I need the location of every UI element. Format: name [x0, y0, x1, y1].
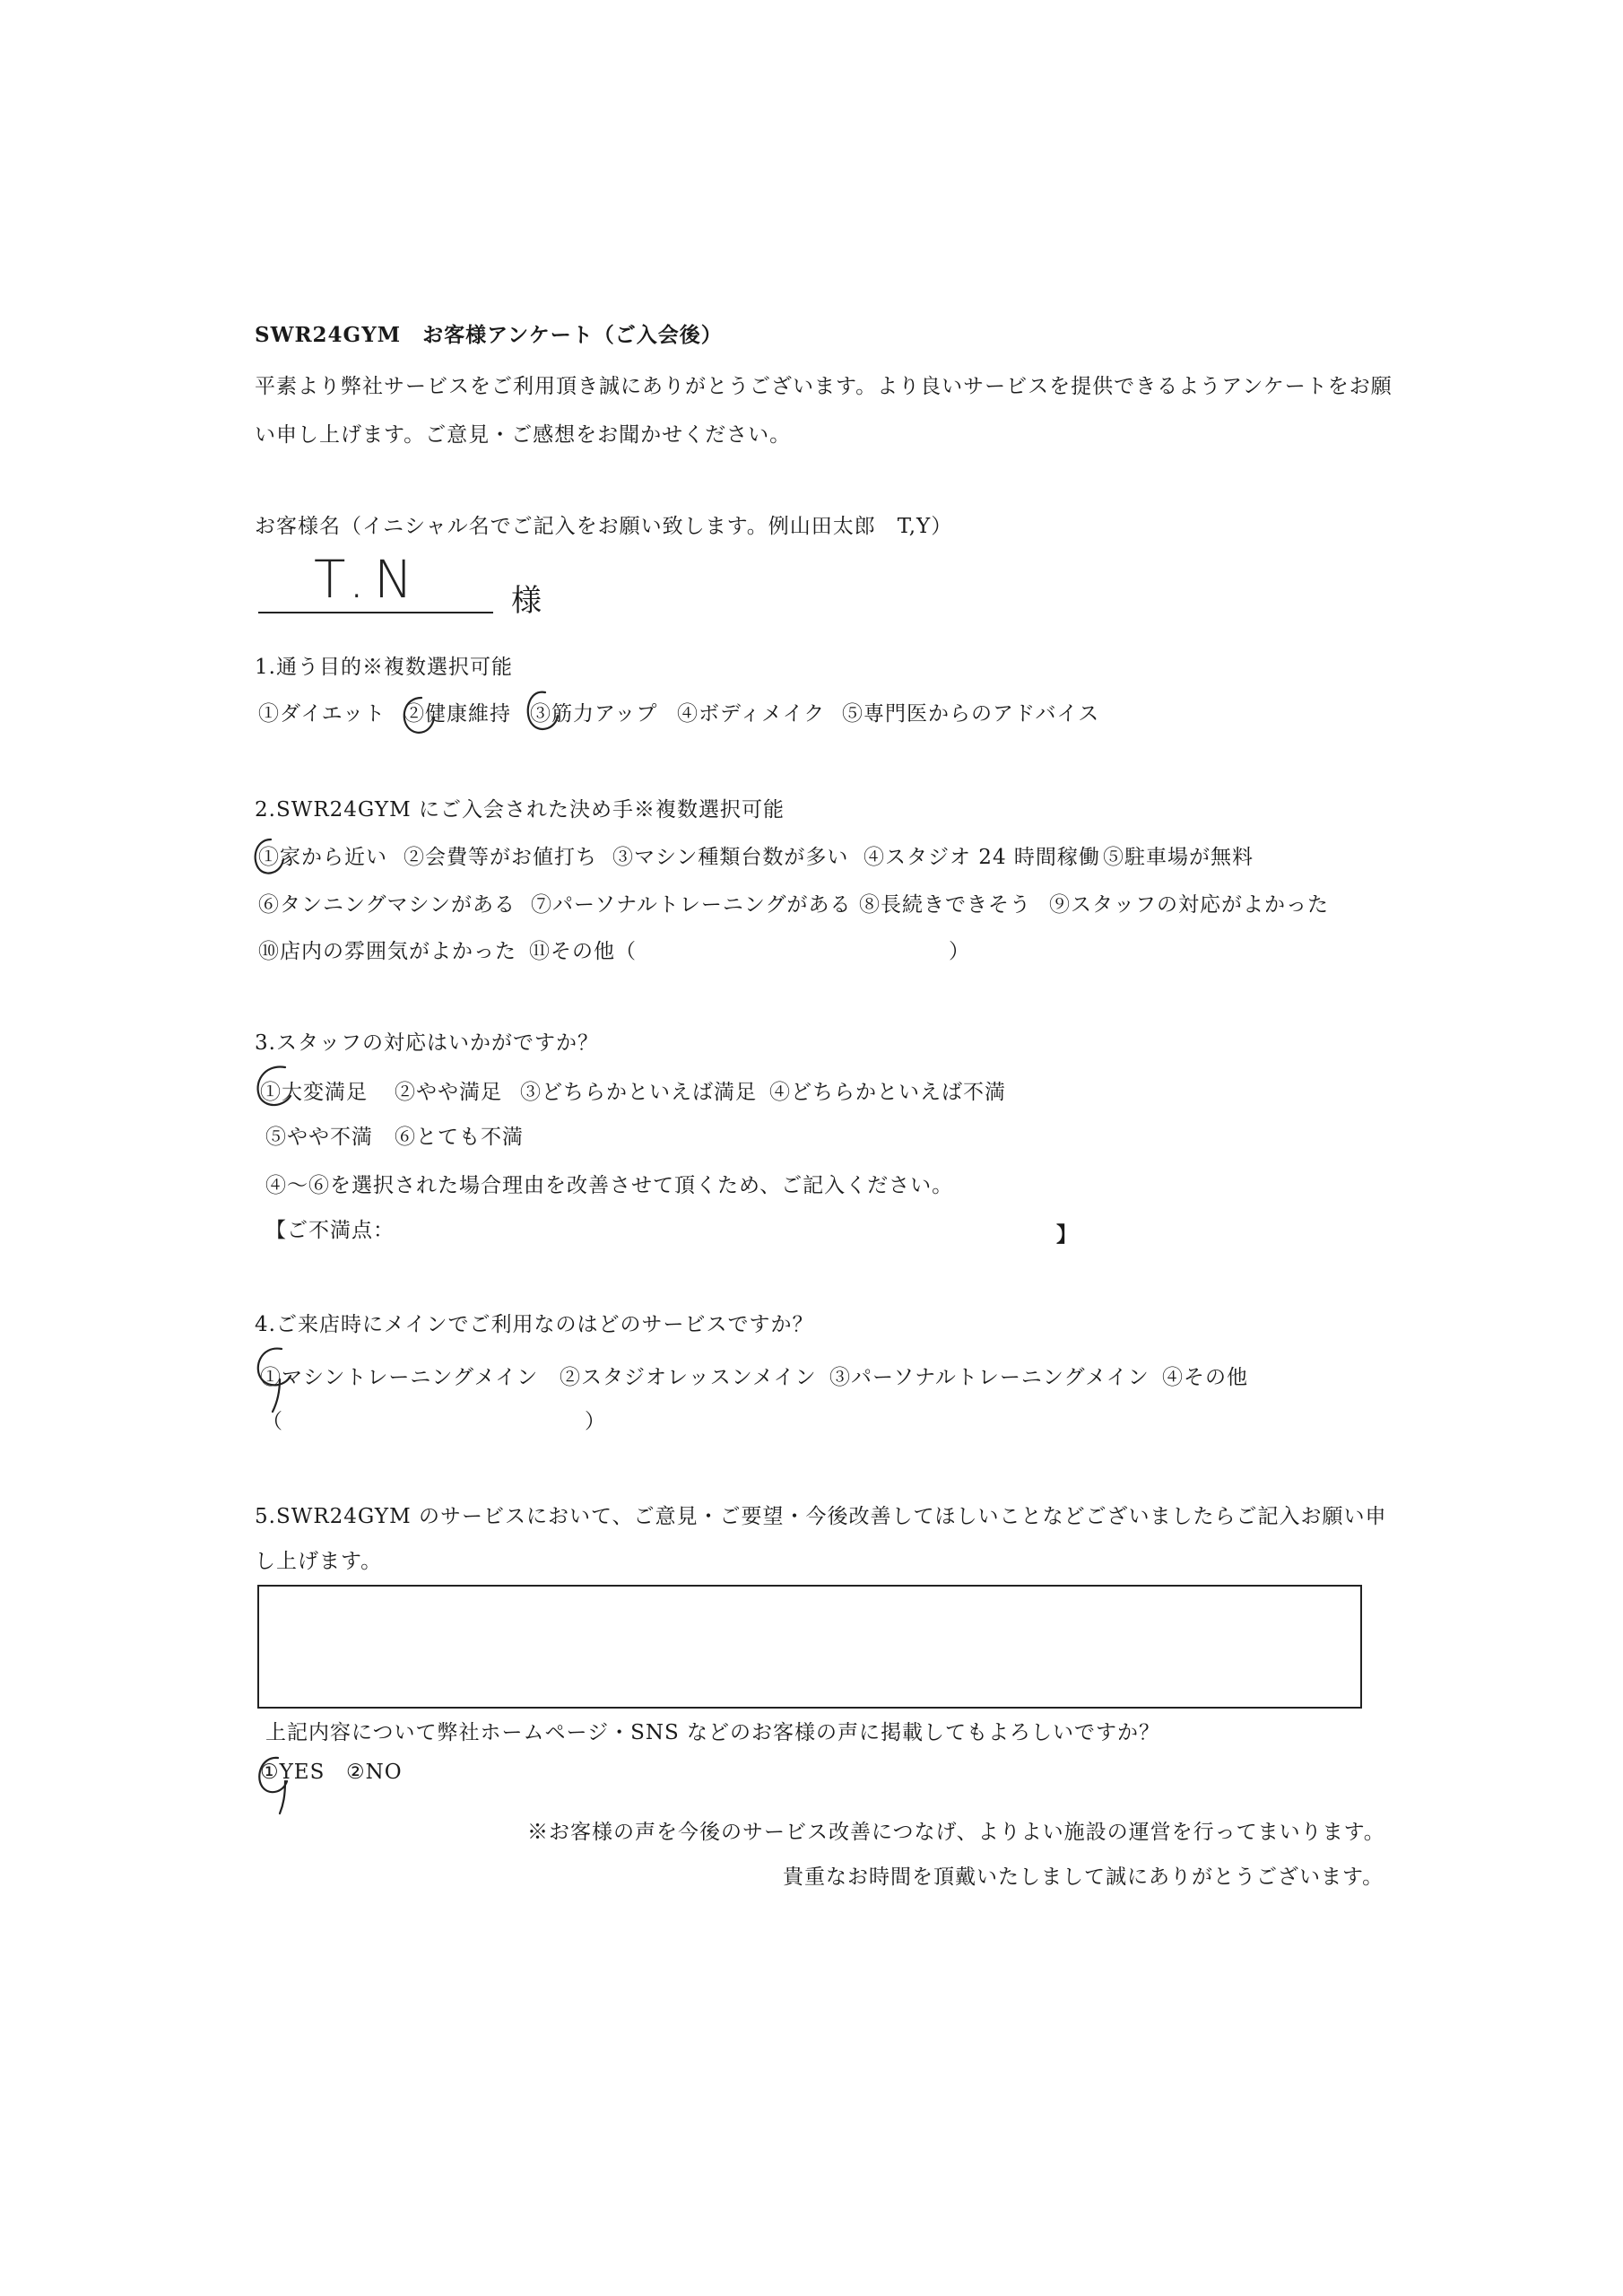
q5-answer-box[interactable]	[257, 1585, 1362, 1709]
q4-label: 4.ご来店時にメインでご利用なのはどのサービスですか？	[255, 1313, 814, 1336]
intro-text-line-2: い申し上げます。ご意見・ご感想をお聞かせください。	[255, 423, 792, 447]
q4-other-close-paren: ）	[585, 1410, 606, 1433]
publish-option-no[interactable]: ②NO	[346, 1761, 403, 1784]
q2-option-1[interactable]: ①家から近い	[258, 846, 387, 869]
q2-option-11[interactable]: ⑪その他（	[529, 940, 637, 963]
customer-name-underline	[258, 612, 493, 613]
q5-label-line-1: 5.SWR24GYM のサービスにおいて、ご意見・ご要望・今後改善してほしいことなどございましたらご記入お願い申	[255, 1505, 1387, 1528]
customer-name-handwritten[interactable]: T.N	[314, 549, 422, 610]
q3-option-6[interactable]: ⑥とても不満	[395, 1126, 524, 1149]
q4-option-4[interactable]: ④その他	[1162, 1366, 1248, 1389]
q2-option-8[interactable]: ⑧長続きできそう	[859, 893, 1031, 917]
q4-other-open-paren: （	[262, 1410, 283, 1433]
q2-other-close-paren: ）	[949, 940, 970, 963]
q3-option-1[interactable]: ①大変満足	[260, 1081, 368, 1104]
q3-option-4[interactable]: ④どちらかといえば不満	[769, 1081, 1006, 1104]
publish-consent-label: 上記内容について弊社ホームページ・SNS などのお客様の声に掲載してもよろしいですか？	[265, 1721, 1161, 1744]
closing-thanks: 貴重なお時間を頂戴いたしまして誠にありがとうございます。	[783, 1866, 1384, 1889]
closing-note: ※お客様の声を今後のサービス改善につなげ、よりよい施設の運営を行ってまいります。	[527, 1821, 1385, 1844]
q2-option-10[interactable]: ⑩店内の雰囲気がよかった	[258, 940, 516, 963]
q3-note: ④～⑥を選択された場合理由を改善させて頂くため、ご記入ください。	[265, 1174, 954, 1197]
q2-option-7[interactable]: ⑦パーソナルトレーニングがある	[531, 893, 852, 917]
q3-label: 3.スタッフの対応はいかがですか？	[255, 1031, 599, 1055]
q2-option-4[interactable]: ④スタジオ 24 時間稼働	[864, 846, 1100, 869]
survey-title: SWR24GYM お客様アンケート（ご入会後）	[255, 323, 723, 347]
q1-option-1[interactable]: ①ダイエット	[258, 702, 386, 726]
q2-option-5[interactable]: ⑤駐車場が無料	[1103, 846, 1254, 869]
q1-label: 1.通う目的※複数選択可能	[255, 656, 513, 679]
q2-option-2[interactable]: ②会費等がお値打ち	[404, 846, 597, 869]
publish-option-yes[interactable]: ①YES	[260, 1761, 325, 1784]
q1-option-4[interactable]: ④ボディメイク	[677, 702, 826, 726]
customer-name-suffix: 様	[511, 583, 542, 619]
q3-option-2[interactable]: ②やや満足	[395, 1081, 502, 1104]
q3-complaint-label: 【ご不満点：	[265, 1219, 395, 1242]
q1-option-5[interactable]: ⑤専門医からのアドバイス	[842, 702, 1100, 726]
q3-option-5[interactable]: ⑤やや不満	[265, 1126, 373, 1149]
q4-option-1[interactable]: ①マシントレーニングメイン	[260, 1366, 539, 1389]
q2-option-6[interactable]: ⑥タンニングマシンがある	[258, 893, 516, 917]
q4-option-3[interactable]: ③パーソナルトレーニングメイン	[829, 1366, 1150, 1389]
q2-option-9[interactable]: ⑨スタッフの対応がよかった	[1049, 893, 1329, 917]
q3-option-3[interactable]: ③どちらかといえば満足	[520, 1081, 757, 1104]
q1-option-3[interactable]: ③筋力アップ	[530, 702, 658, 726]
q2-option-3[interactable]: ③マシン種類台数が多い	[612, 846, 849, 869]
intro-text-line-1: 平素より弊社サービスをご利用頂き誠にありがとうございます。より良いサービスを提供できるようアンケートをお願	[255, 375, 1393, 398]
customer-name-label: お客様名（イニシャル名でご記入をお願い致します。例山田太郎 T,Y）	[255, 515, 953, 538]
q1-option-2[interactable]: ②健康維持	[404, 702, 511, 726]
q5-label-line-2: し上げます。	[255, 1550, 383, 1573]
q2-label: 2.SWR24GYM にご入会された決め手※複数選択可能	[255, 798, 785, 822]
q4-option-2[interactable]: ②スタジオレッスンメイン	[560, 1366, 817, 1389]
q3-complaint-close: 】	[1056, 1222, 1078, 1247]
